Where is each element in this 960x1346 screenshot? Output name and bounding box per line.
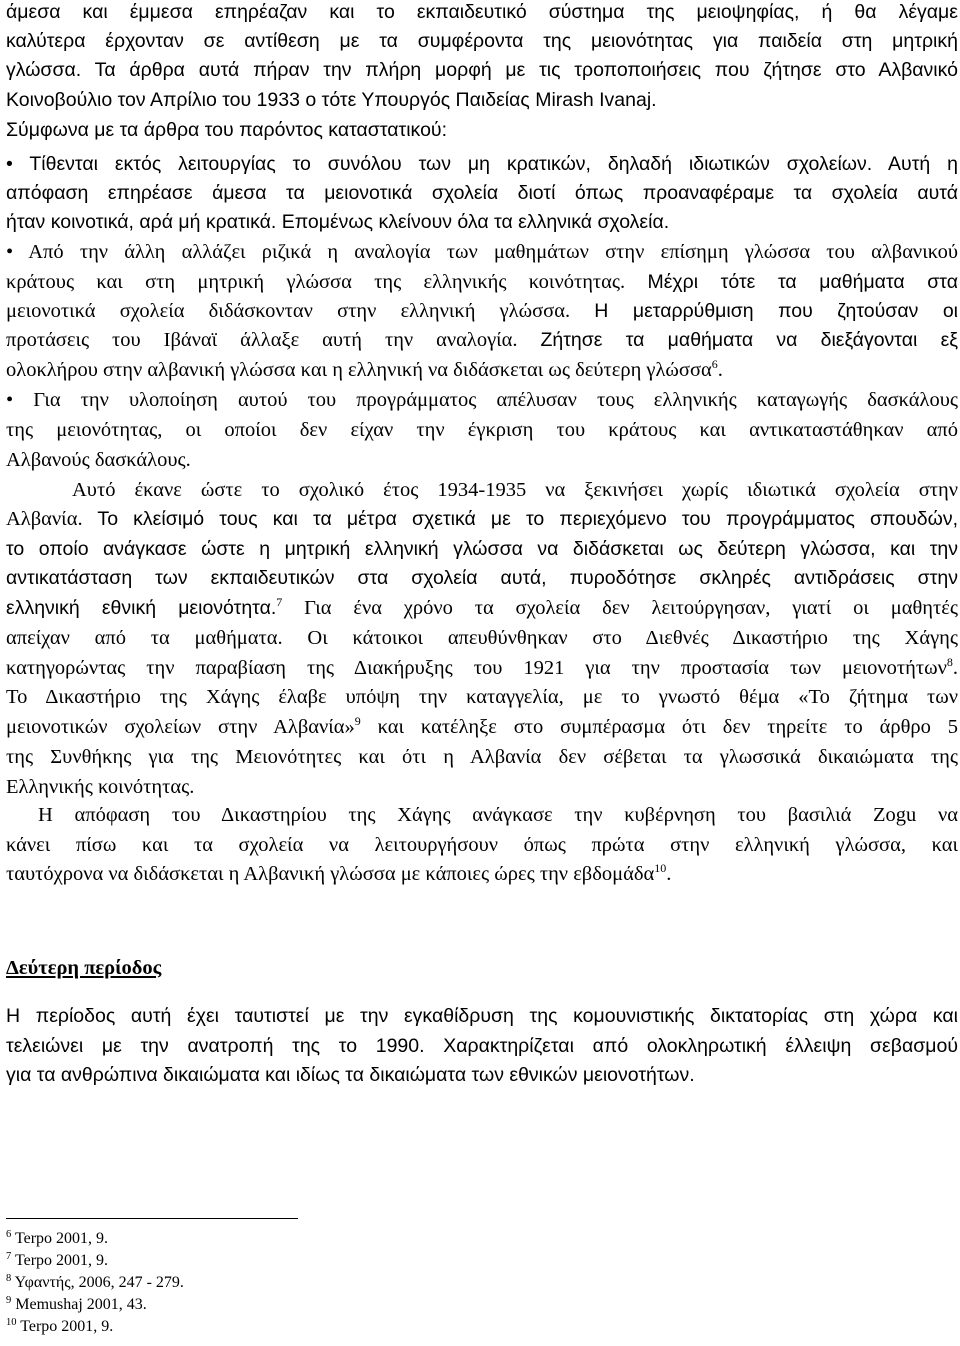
footnote-number: 6 — [6, 1229, 12, 1240]
text-run: Οι κάτοικοι απευθύνθηκαν στο Διεθνές Δικαστήριο της Χάγης — [307, 627, 958, 649]
text-run: Μέχρι τότε τα μαθήματα στα — [647, 271, 959, 293]
text-line — [6, 299, 958, 323]
footnote-text: Memushaj 2001, 43. — [11, 1296, 147, 1313]
section-heading: Δεύτερη περίοδος — [6, 957, 162, 979]
text-line — [6, 358, 958, 382]
text-line — [6, 685, 958, 709]
footnote-number: 9 — [6, 1295, 12, 1306]
text-run: μειονοτικά σχολεία διδάσκονταν στην ελληνική γλώσσα. — [6, 300, 595, 322]
text-line — [6, 270, 958, 294]
text-run: της Συνθήκης για της Μειονότητες και ότι η Αλβανία δεν σέβεται τα γλωσσικά δικαιώματα της — [6, 746, 958, 768]
text-run: Η περίοδος αυτή έχει ταυτιστεί με την εγκαθίδρυση της κομουνιστικής δικτατορίας στη χώρα και — [6, 1005, 958, 1027]
text-run: ελληνική εθνική μειονότητα. — [6, 597, 277, 619]
text-line — [6, 240, 958, 264]
footnote-ref: 9 — [354, 714, 361, 728]
footnote — [6, 1318, 113, 1336]
text-line — [6, 58, 958, 82]
text-run: Η μεταρρύθμιση που ζητούσαν οι — [594, 300, 958, 322]
text-run: Αλβανία. — [6, 508, 98, 530]
text-line — [6, 803, 958, 827]
text-run: τελειώνει με την ανατροπή της το 1990. Χαρακτηρίζεται από ολοκληρωτική έλλειψη σεβασμού — [6, 1035, 958, 1057]
footnote-ref: 6 — [711, 357, 718, 371]
text-run: . — [717, 359, 723, 381]
text-line — [6, 448, 958, 472]
text-line — [6, 596, 958, 620]
text-line — [6, 328, 958, 352]
text-line — [6, 29, 958, 53]
text-line — [6, 715, 958, 739]
text-line — [6, 88, 958, 112]
text-run: κάνει πίσω και τα σχολεία να λειτουργήσουν όπως πρώτα στην ελληνική γλώσσα, και — [6, 834, 958, 856]
text-line — [6, 626, 958, 650]
text-run: καλύτερα έρχονταν σε αντίθεση με τα συμφέροντα της μειονότητας για παιδεία στη μητρική — [6, 30, 958, 52]
text-run: απείχαν από τα μαθήματα. — [6, 627, 308, 649]
text-line — [6, 656, 958, 680]
text-line — [6, 862, 958, 886]
text-run: της μειονότητας, οι οποίοι δεν είχαν την έγκριση του κράτους και αντικαταστάθηκαν από — [6, 419, 958, 441]
text-run: Το κλείσιμό τους και τα μέτρα σχετικά με το περιεχόμενο του προγράμματος σπουδών, — [97, 508, 958, 530]
text-run: Ελληνικής κοινότητας. — [6, 776, 195, 798]
text-run: και κατέληξε στο συμπέρασμα ότι δεν τηρείτε το άρθρο 5 — [360, 716, 958, 738]
footnote-text: Terpo 2001, 9. — [11, 1230, 109, 1247]
text-line — [6, 388, 958, 412]
text-run: • Τίθενται εκτός λειτουργίας το συνόλου των μη κρατικών, δηλαδή ιδιωτικών σχολείων. Αυτή η — [6, 153, 958, 175]
text-line — [6, 1034, 958, 1058]
text-run: Αυτό έκανε ώστε το σχολικό έτος 1934-1935 να ξεκινήσει χωρίς ιδιωτικά σχολεία στην — [72, 479, 958, 501]
text-line — [6, 1063, 958, 1087]
footnote-separator — [6, 1218, 298, 1219]
text-run: Η απόφαση του Δικαστηρίου της Χάγης ανάγκασε την κυβέρνηση του βασιλιά Zogu να — [38, 804, 958, 826]
text-run: το οποίο ανάγκασε ώστε η μητρική ελληνική γλώσσα να διδάσκεται ως δεύτερη γλώσσα, και την — [6, 538, 958, 560]
text-run: προτάσεις του Ιβάναϊ άλλαξε αυτή την αναλογία. — [6, 329, 541, 351]
text-run: άμεσα και έμμεσα επηρέαζαν και το εκπαιδευτικό σύστημα της μειοψηφίας, ή θα λέγαμε — [6, 1, 958, 23]
footnote-ref: 8 — [946, 655, 953, 669]
text-line — [6, 418, 958, 442]
text-line — [6, 507, 958, 531]
text-run: • Για την υλοποίηση αυτού του προγράμματος απέλυσαν τους ελληνικής καταγωγής δασκάλους — [6, 389, 958, 411]
footnote-number: 10 — [6, 1317, 17, 1328]
text-line — [6, 118, 958, 142]
footnote — [6, 1230, 108, 1248]
text-line — [6, 152, 958, 176]
footnote-ref: 10 — [654, 861, 667, 875]
footnote — [6, 1274, 184, 1292]
footnote-text: Υφαντής, 2006, 247 - 279. — [11, 1274, 184, 1291]
text-line — [6, 833, 958, 857]
text-run: . — [666, 863, 672, 885]
text-run: • Από την άλλη αλλάζει ριζικά η αναλογία των μαθημάτων στην επίσημη γλώσσα του αλβανικού — [6, 241, 958, 263]
text-run: Σύμφωνα με τα άρθρα του παρόντος καταστατικού: — [6, 119, 447, 141]
text-line — [6, 210, 958, 234]
footnote-text: Terpo 2001, 9. — [11, 1252, 109, 1269]
text-line — [6, 0, 958, 24]
text-run: κράτους και στη μητρική γλώσσα της ελληνικής κοινότητας. — [6, 271, 648, 293]
text-run: . — [952, 657, 958, 679]
text-run: γλώσσα. Τα άρθρα αυτά πήραν την πλήρη μορφή με τις τροποποιήσεις που ζήτησε στο Αλβανικό — [6, 59, 958, 81]
text-run: ήταν κοινοτικά, αρά μή κρατικά. Επομένως κλείνουν όλα τα ελληνικά σχολεία. — [6, 211, 670, 233]
footnote-number: 8 — [6, 1273, 12, 1284]
text-run: Το Δικαστήριο της Χάγης έλαβε υπόψη την καταγγελία, με το γνωστό θέμα «Το ζήτημα των — [6, 686, 958, 708]
footnote-number: 7 — [6, 1251, 12, 1262]
text-run: Ζήτησε τα μαθήματα να διεξάγονται εξ — [540, 329, 958, 351]
footnote — [6, 1252, 108, 1270]
text-line — [6, 566, 958, 590]
text-run: Αλβανούς δασκάλους. — [6, 449, 191, 471]
text-line — [6, 537, 958, 561]
footnote-text: Terpo 2001, 9. — [16, 1318, 114, 1335]
text-run: για τα ανθρώπινα δικαιώματα και ιδίως τα δικαιώματα των εθνικών μειονοτήτων. — [6, 1064, 695, 1086]
text-run: Κοινοβούλιο τον Απρίλιο του 1933 ο τότε Υπουργός Παιδείας Mirash Ivanaj. — [6, 89, 657, 111]
footnote — [6, 1296, 147, 1314]
footnote-ref: 7 — [276, 595, 283, 609]
text-run: Για ένα χρόνο τα σχολεία δεν λειτούργησαν, γιατί οι μαθητές — [282, 597, 958, 619]
text-line — [6, 181, 958, 205]
text-line — [6, 1004, 958, 1028]
text-run: μειονοτικών σχολείων στην Αλβανία» — [6, 716, 355, 738]
text-run: κατηγορώντας την παραβίαση της Διακήρυξης του 1921 για την προστασία των μειονοτήτων — [6, 657, 947, 679]
text-run: ολοκλήρου στην αλβανική γλώσσα και η ελληνική να διδάσκεται ως δεύτερη γλώσσα — [6, 359, 712, 381]
text-line — [6, 775, 958, 799]
text-run: απόφαση επηρέασε άμεσα τα μειονοτικά σχολεία διοτί όπως προαναφέραμε τα σχολεία αυτά — [6, 182, 958, 204]
text-run: αντικατάσταση των εκπαιδευτικών στα σχολεία αυτά, πυροδότησε σκληρές αντιδράσεις στην — [6, 567, 958, 589]
text-line — [6, 478, 958, 502]
text-line — [6, 745, 958, 769]
text-run: ταυτόχρονα να διδάσκεται η Αλβανική γλώσσα με κάποιες ώρες την εβδομάδα — [6, 863, 655, 885]
